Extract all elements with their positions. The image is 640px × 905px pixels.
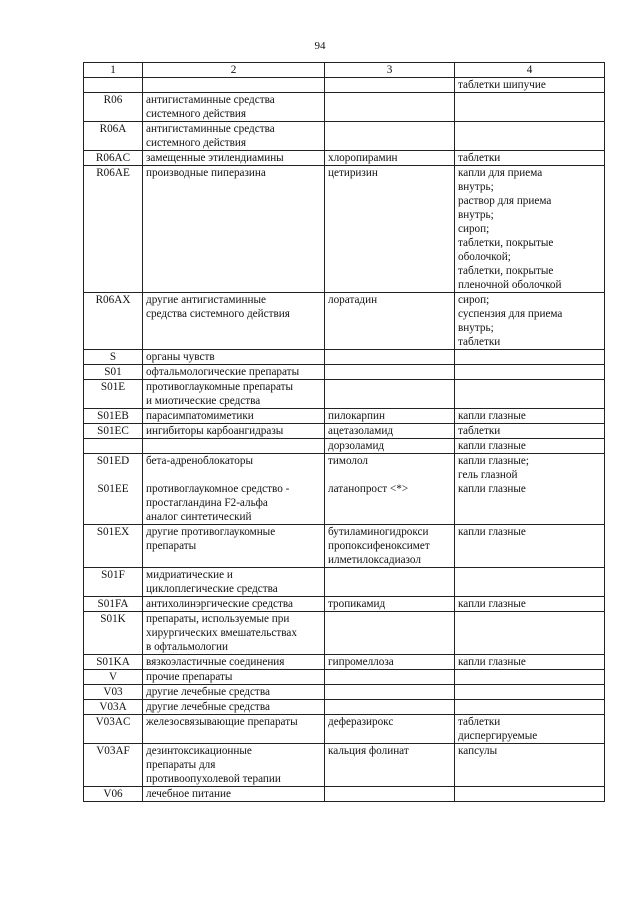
- table-row: [84, 454, 605, 525]
- table-row: [84, 655, 605, 670]
- group-cell: железосвязывающие препараты: [143, 715, 325, 744]
- code-cell: S01K: [84, 612, 143, 655]
- code-cell: R06AX: [84, 293, 143, 350]
- table-row: [84, 787, 605, 802]
- table-row: [84, 93, 605, 122]
- group-cell: вязкоэластичные соединения: [143, 655, 325, 670]
- dosage-form-cell: [455, 612, 605, 655]
- dosage-form-cell: таблетки: [455, 424, 605, 439]
- code-cell: V06: [84, 787, 143, 802]
- dosage-form-cell: капли глазные; гель глазной капли глазные: [455, 454, 605, 525]
- substance-cell: [325, 122, 455, 151]
- substance-cell: [325, 612, 455, 655]
- dosage-form-cell: капли глазные: [455, 655, 605, 670]
- group-cell: другие лечебные средства: [143, 700, 325, 715]
- table-row: [84, 409, 605, 424]
- table-row: [84, 700, 605, 715]
- table-row: [84, 293, 605, 350]
- substance-cell: [325, 670, 455, 685]
- code-cell: S: [84, 350, 143, 365]
- dosage-form-cell: [455, 350, 605, 365]
- code-cell: V03A: [84, 700, 143, 715]
- group-cell: другие лечебные средства: [143, 685, 325, 700]
- dosage-form-cell: капли глазные: [455, 439, 605, 454]
- dosage-form-cell: [455, 700, 605, 715]
- group-cell: [143, 78, 325, 93]
- substance-cell: [325, 568, 455, 597]
- dosage-form-cell: капли для приема внутрь; раствор для приема внутрь; сироп; таблетки, покрытые оболочкой; таблетки, покрытые пленочной оболочкой: [455, 166, 605, 293]
- group-cell: препараты, используемые при хирургических вмешательствах в офтальмологии: [143, 612, 325, 655]
- group-cell: [143, 439, 325, 454]
- dosage-form-cell: таблетки шипучие: [455, 78, 605, 93]
- drug-table: [83, 62, 605, 802]
- dosage-form-cell: таблетки диспергируемые: [455, 715, 605, 744]
- table-row: [84, 744, 605, 787]
- code-cell: S01: [84, 365, 143, 380]
- dosage-form-cell: капли глазные: [455, 409, 605, 424]
- code-cell: S01KA: [84, 655, 143, 670]
- table-row: [84, 685, 605, 700]
- code-cell: S01EX: [84, 525, 143, 568]
- substance-cell: [325, 365, 455, 380]
- dosage-form-cell: [455, 568, 605, 597]
- dosage-form-cell: сироп; суспензия для приема внутрь; таблетки: [455, 293, 605, 350]
- substance-cell: хлоропирамин: [325, 151, 455, 166]
- group-cell: мидриатические и циклоплегические средства: [143, 568, 325, 597]
- group-cell: антихолинэргические средства: [143, 597, 325, 612]
- substance-cell: [325, 685, 455, 700]
- code-cell: S01EC: [84, 424, 143, 439]
- code-cell: R06A: [84, 122, 143, 151]
- code-cell: V: [84, 670, 143, 685]
- table-row: [84, 424, 605, 439]
- group-cell: ингибиторы карбоангидразы: [143, 424, 325, 439]
- table-row: [84, 597, 605, 612]
- substance-cell: ацетазоламид: [325, 424, 455, 439]
- substance-cell: [325, 93, 455, 122]
- group-cell: антигистаминные средства системного действия: [143, 122, 325, 151]
- code-cell: V03: [84, 685, 143, 700]
- substance-cell: [325, 700, 455, 715]
- code-cell: R06: [84, 93, 143, 122]
- substance-cell: [325, 350, 455, 365]
- page-number: 94: [314, 40, 326, 52]
- table-row: [84, 525, 605, 568]
- table-row: [84, 439, 605, 454]
- table-row: [84, 612, 605, 655]
- code-cell: [84, 78, 143, 93]
- header-col-4: 4: [455, 63, 605, 78]
- substance-cell: [325, 787, 455, 802]
- substance-cell: тропикамид: [325, 597, 455, 612]
- dosage-form-cell: [455, 685, 605, 700]
- code-cell: S01F: [84, 568, 143, 597]
- table-row: [84, 122, 605, 151]
- table-row: [84, 78, 605, 93]
- table-row: [84, 568, 605, 597]
- group-cell: другие противоглаукомные препараты: [143, 525, 325, 568]
- group-cell: парасимпатомиметики: [143, 409, 325, 424]
- group-cell: бета-адреноблокаторы противоглаукомное средство - простагландина F2-альфа аналог синтетический: [143, 454, 325, 525]
- code-cell: [84, 439, 143, 454]
- code-cell: R06AC: [84, 151, 143, 166]
- dosage-form-cell: [455, 93, 605, 122]
- table-row: [84, 166, 605, 293]
- code-cell: V03AC: [84, 715, 143, 744]
- group-cell: лечебное питание: [143, 787, 325, 802]
- table-row: [84, 151, 605, 166]
- code-cell: S01EB: [84, 409, 143, 424]
- dosage-form-cell: [455, 380, 605, 409]
- dosage-form-cell: [455, 365, 605, 380]
- substance-cell: гипромеллоза: [325, 655, 455, 670]
- substance-cell: лоратадин: [325, 293, 455, 350]
- table-row: [84, 670, 605, 685]
- group-cell: дезинтоксикационные препараты для противоопухолевой терапии: [143, 744, 325, 787]
- substance-cell: цетиризин: [325, 166, 455, 293]
- group-cell: производные пиперазина: [143, 166, 325, 293]
- code-cell: V03AF: [84, 744, 143, 787]
- dosage-form-cell: таблетки: [455, 151, 605, 166]
- code-cell: S01ED S01EE: [84, 454, 143, 525]
- table-row: [84, 715, 605, 744]
- code-cell: S01FA: [84, 597, 143, 612]
- group-cell: другие антигистаминные средства системного действия: [143, 293, 325, 350]
- header-col-3: 3: [325, 63, 455, 78]
- group-cell: органы чувств: [143, 350, 325, 365]
- dosage-form-cell: капли глазные: [455, 597, 605, 612]
- header-col-1: 1: [84, 63, 143, 78]
- table-row: [84, 380, 605, 409]
- group-cell: антигистаминные средства системного действия: [143, 93, 325, 122]
- code-cell: S01E: [84, 380, 143, 409]
- dosage-form-cell: [455, 122, 605, 151]
- header-col-2: 2: [143, 63, 325, 78]
- substance-cell: деферазирокс: [325, 715, 455, 744]
- group-cell: офтальмологические препараты: [143, 365, 325, 380]
- group-cell: противоглаукомные препараты и миотические средства: [143, 380, 325, 409]
- table-row: [84, 350, 605, 365]
- substance-cell: [325, 78, 455, 93]
- dosage-form-cell: капсулы: [455, 744, 605, 787]
- substance-cell: бутиламиногидрокси пропоксифеноксимет илметилоксадиазол: [325, 525, 455, 568]
- dosage-form-cell: [455, 670, 605, 685]
- substance-cell: кальция фолинат: [325, 744, 455, 787]
- table-header-row: [84, 63, 605, 78]
- group-cell: замещенные этилендиамины: [143, 151, 325, 166]
- substance-cell: пилокарпин: [325, 409, 455, 424]
- dosage-form-cell: капли глазные: [455, 525, 605, 568]
- table-row: [84, 365, 605, 380]
- code-cell: R06AE: [84, 166, 143, 293]
- group-cell: прочие препараты: [143, 670, 325, 685]
- substance-cell: дорзоламид: [325, 439, 455, 454]
- substance-cell: [325, 380, 455, 409]
- dosage-form-cell: [455, 787, 605, 802]
- substance-cell: тимолол латанопрост <*>: [325, 454, 455, 525]
